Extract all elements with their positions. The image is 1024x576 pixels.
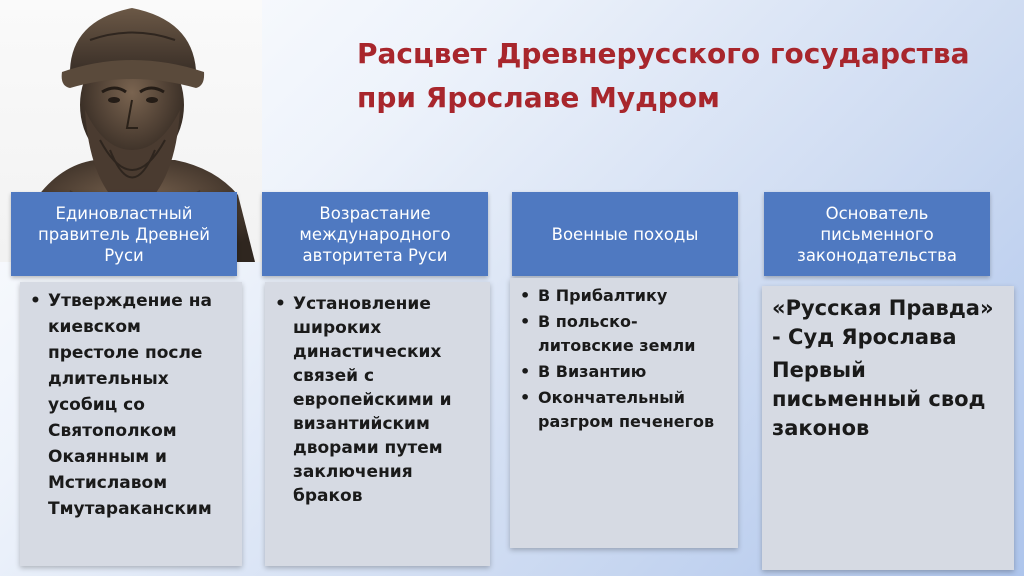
- column-card-1: [20, 282, 242, 566]
- slide-title: [357, 32, 997, 120]
- column-card-2: [265, 282, 490, 566]
- column-3-list: [520, 284, 732, 434]
- column-1-list: [30, 288, 236, 522]
- russkaya-pravda-text: «Русская Правда» - Суд Ярослава: [772, 296, 994, 349]
- column-header-1-label: Единовластный правитель Древней Руси: [37, 203, 210, 265]
- list-item: • Установление широких династических связей с европейскими и византийским дворами путем заключения браков: [275, 292, 484, 508]
- column-header-1: [11, 192, 237, 276]
- list-item: • В Прибалтику: [520, 284, 732, 308]
- title-line-2: при Ярославе Мудром: [357, 81, 720, 114]
- column-header-2: [262, 192, 488, 276]
- title-line-1: Расцвет Древнерусского государства: [357, 37, 970, 70]
- column-header-2-label: Возрастание международного авторитета Руси: [299, 203, 451, 265]
- column-header-4: [764, 192, 990, 276]
- column-header-4-label: Основатель письменного законодательства: [797, 203, 957, 265]
- column-card-4: [762, 286, 1014, 570]
- column-card-3: [510, 278, 738, 548]
- list-item: • В Византию: [520, 360, 732, 384]
- list-item: • В польско-литовские земли: [520, 310, 732, 358]
- column-2-list: [275, 292, 484, 508]
- first-code-text: Первый письменный свод законов: [772, 358, 986, 440]
- list-item: • Окончательный разгром печенегов: [520, 386, 732, 434]
- column-header-3: [512, 192, 738, 276]
- column-header-3-label: Военные походы: [551, 224, 699, 244]
- list-item: • Утверждение на киевском престоле после длительных усобиц со Святополком Окаянным и Мстиславом Тмутараканским: [30, 288, 236, 522]
